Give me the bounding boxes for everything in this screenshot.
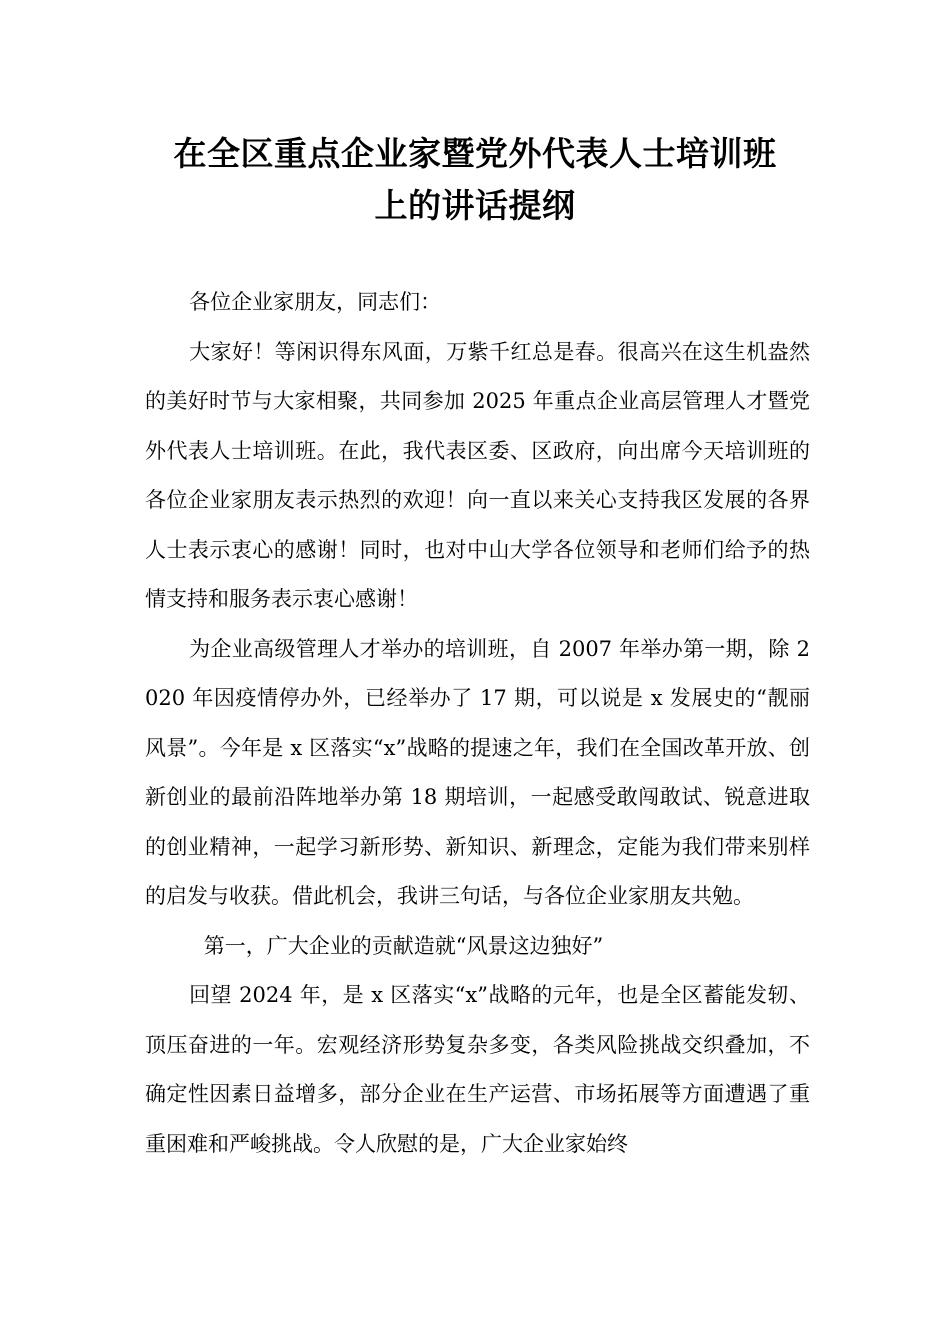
salutation: 各位企业家朋友，同志们： [189,290,442,314]
document-title-line-1: 在全区重点企业家暨党外代表人士培训班 [173,134,777,173]
document-title-line-2: 上的讲话提纲 [374,186,576,225]
document-title [120,128,830,232]
paragraph-welcome: 大家好！等闲识得东风面，万紫千红总是春。很高兴在这生机盎然的美好时节与大家相聚，共同参加 2025 年重点企业高层管理人才暨党外代表人士培训班。在此，我代表区委、区政府，向出席今天培训班的各位企业家朋友表示热烈的欢迎！向一直以来关心支持我区发展的各界人士表示衷心的感谢！同时，也对中山大学各位领导和老师们给予的热情支持和服务表示衷心感谢！ [145,339,810,611]
section-heading-1: 第一，广大企业的贡献造就“风景这边独好” [203,933,604,958]
document-body [145,278,810,1169]
paragraph-training-history: 为企业高级管理人才举办的培训班，自 2007 年举办第一期，除 2020 年因疫情停办外，已经举办了 17 期，可以说是 x 发展史的“靓丽风景”。今年是 x 区落实“x”战略的提速之年，我们在全国改革开放、创新创业的最前沿阵地举办第 18 期培训，一起感受敢闯敢试、锐意进取的创业精神，一起学习新形势、新知识、新理念，定能为我们带来别样的启发与收获。借此机会，我讲三句话，与各位企业家朋友共勉。 [145,636,810,908]
paragraph-review-2024: 回望 2024 年，是 x 区落实“x”战略的元年，也是全区蓄能发轫、顶压奋进的一年。宏观经济形势复杂多变，各类风险挑战交织叠加，不确定性因素日益增多，部分企业在生产运营、市场拓展等方面遭遇了重重困难和严峻挑战。令人欣慰的是，广大企业家始终 [145,983,810,1156]
